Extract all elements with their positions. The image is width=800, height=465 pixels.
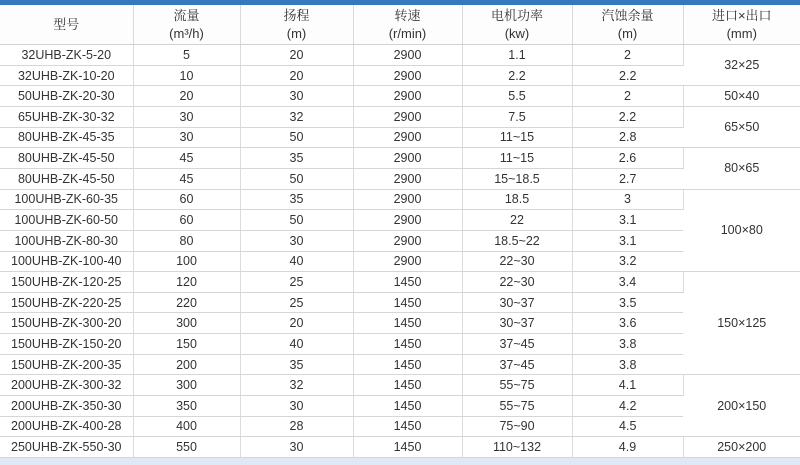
head-cell: 35 <box>240 189 353 210</box>
power-cell: 18.5 <box>462 189 572 210</box>
model-cell: 150UHB-ZK-300-20 <box>0 313 133 334</box>
inlet-outlet-cell: 100×80 <box>683 189 800 272</box>
power-cell: 37~45 <box>462 354 572 375</box>
speed-cell: 1450 <box>353 437 462 458</box>
speed-cell: 2900 <box>353 45 462 66</box>
column-header-5: 汽蚀余量 (m) <box>572 5 683 45</box>
inlet-outlet-cell: 250×200 <box>683 437 800 458</box>
inlet-outlet-cell: 80×65 <box>683 148 800 189</box>
head-cell: 50 <box>240 210 353 231</box>
flow-cell: 120 <box>133 272 240 293</box>
table-row <box>0 65 800 86</box>
power-cell: 55~75 <box>462 375 572 396</box>
table-row <box>0 395 800 416</box>
table-row <box>0 416 800 437</box>
npsh-cell: 3.8 <box>572 334 683 355</box>
flow-cell: 60 <box>133 189 240 210</box>
power-cell: 18.5~22 <box>462 230 572 251</box>
head-cell: 25 <box>240 292 353 313</box>
speed-cell: 2900 <box>353 168 462 189</box>
head-cell: 30 <box>240 86 353 107</box>
column-header-3: 转速 (r/min) <box>353 5 462 45</box>
speed-cell: 1450 <box>353 354 462 375</box>
column-header-1: 流量 (m³/h) <box>133 5 240 45</box>
head-cell: 40 <box>240 334 353 355</box>
power-cell: 55~75 <box>462 395 572 416</box>
power-cell: 30~37 <box>462 292 572 313</box>
npsh-cell: 4.5 <box>572 416 683 437</box>
power-cell: 110~132 <box>462 437 572 458</box>
column-header-unit: (m) <box>617 25 638 41</box>
model-cell: 200UHB-ZK-350-30 <box>0 395 133 416</box>
power-cell: 22~30 <box>462 251 572 272</box>
head-cell: 25 <box>240 272 353 293</box>
model-cell: 150UHB-ZK-120-25 <box>0 272 133 293</box>
table-row <box>0 272 800 293</box>
speed-cell: 1450 <box>353 334 462 355</box>
speed-cell: 1450 <box>353 416 462 437</box>
model-cell: 100UHB-ZK-60-35 <box>0 189 133 210</box>
model-cell: 200UHB-ZK-400-28 <box>0 416 133 437</box>
table-row <box>0 189 800 210</box>
column-header-unit: (m³/h) <box>169 25 204 41</box>
npsh-cell: 2 <box>572 45 683 66</box>
npsh-cell: 3.5 <box>572 292 683 313</box>
flow-cell: 150 <box>133 334 240 355</box>
speed-cell: 2900 <box>353 148 462 169</box>
speed-cell: 2900 <box>353 189 462 210</box>
table-row <box>0 292 800 313</box>
flow-cell: 220 <box>133 292 240 313</box>
power-cell: 1.1 <box>462 45 572 66</box>
power-cell: 2.2 <box>462 65 572 86</box>
inlet-outlet-cell: 50×40 <box>683 86 800 107</box>
speed-cell: 1450 <box>353 395 462 416</box>
table-row <box>0 168 800 189</box>
power-cell: 30~37 <box>462 313 572 334</box>
head-cell: 35 <box>240 148 353 169</box>
head-cell: 28 <box>240 416 353 437</box>
head-cell: 30 <box>240 230 353 251</box>
npsh-cell: 2.2 <box>572 65 683 86</box>
flow-cell: 30 <box>133 107 240 128</box>
table-row <box>0 45 800 66</box>
power-cell: 11~15 <box>462 127 572 148</box>
npsh-cell: 3.8 <box>572 354 683 375</box>
flow-cell: 60 <box>133 210 240 231</box>
column-header-4: 电机功率 (kw) <box>462 5 572 45</box>
flow-cell: 300 <box>133 313 240 334</box>
header-row <box>0 5 800 45</box>
speed-cell: 2900 <box>353 210 462 231</box>
npsh-cell: 3.1 <box>572 210 683 231</box>
speed-cell: 2900 <box>353 230 462 251</box>
head-cell: 40 <box>240 251 353 272</box>
speed-cell: 2900 <box>353 107 462 128</box>
head-cell: 32 <box>240 375 353 396</box>
speed-cell: 1450 <box>353 375 462 396</box>
inlet-outlet-cell: 150×125 <box>683 272 800 375</box>
inlet-outlet-cell: 200×150 <box>683 375 800 437</box>
head-cell: 50 <box>240 168 353 189</box>
flow-cell: 400 <box>133 416 240 437</box>
model-cell: 80UHB-ZK-45-50 <box>0 168 133 189</box>
speed-cell: 2900 <box>353 86 462 107</box>
head-cell: 30 <box>240 395 353 416</box>
speed-cell: 2900 <box>353 127 462 148</box>
column-header-2: 扬程 (m) <box>240 5 353 45</box>
model-cell: 32UHB-ZK-5-20 <box>0 45 133 66</box>
power-cell: 75~90 <box>462 416 572 437</box>
npsh-cell: 2.6 <box>572 148 683 169</box>
flow-cell: 550 <box>133 437 240 458</box>
flow-cell: 45 <box>133 168 240 189</box>
npsh-cell: 4.2 <box>572 395 683 416</box>
table-row <box>0 354 800 375</box>
head-cell: 35 <box>240 354 353 375</box>
head-cell: 30 <box>240 437 353 458</box>
flow-cell: 100 <box>133 251 240 272</box>
head-cell: 20 <box>240 65 353 86</box>
table-row <box>0 313 800 334</box>
flow-cell: 45 <box>133 148 240 169</box>
npsh-cell: 2.2 <box>572 107 683 128</box>
speed-cell: 1450 <box>353 292 462 313</box>
flow-cell: 30 <box>133 127 240 148</box>
model-cell: 80UHB-ZK-45-35 <box>0 127 133 148</box>
model-cell: 150UHB-ZK-200-35 <box>0 354 133 375</box>
npsh-cell: 2.8 <box>572 127 683 148</box>
pump-spec-table <box>0 5 800 458</box>
power-cell: 22 <box>462 210 572 231</box>
power-cell: 11~15 <box>462 148 572 169</box>
power-cell: 37~45 <box>462 334 572 355</box>
speed-cell: 1450 <box>353 313 462 334</box>
table-row <box>0 334 800 355</box>
table-row <box>0 230 800 251</box>
inlet-outlet-cell: 32×25 <box>683 45 800 86</box>
power-cell: 5.5 <box>462 86 572 107</box>
bottom-strip <box>0 458 800 465</box>
speed-cell: 1450 <box>353 272 462 293</box>
flow-cell: 20 <box>133 86 240 107</box>
power-cell: 15~18.5 <box>462 168 572 189</box>
model-cell: 150UHB-ZK-220-25 <box>0 292 133 313</box>
model-cell: 32UHB-ZK-10-20 <box>0 65 133 86</box>
flow-cell: 10 <box>133 65 240 86</box>
table-row <box>0 210 800 231</box>
npsh-cell: 2 <box>572 86 683 107</box>
npsh-cell: 3 <box>572 189 683 210</box>
npsh-cell: 3.6 <box>572 313 683 334</box>
power-cell: 7.5 <box>462 107 572 128</box>
column-header-unit: (kw) <box>504 25 530 41</box>
speed-cell: 2900 <box>353 65 462 86</box>
speed-cell: 2900 <box>353 251 462 272</box>
head-cell: 20 <box>240 313 353 334</box>
flow-cell: 200 <box>133 354 240 375</box>
column-header-unit: (mm) <box>726 25 757 41</box>
inlet-outlet-cell: 65×50 <box>683 107 800 148</box>
npsh-cell: 4.9 <box>572 437 683 458</box>
table-body <box>0 45 800 458</box>
model-cell: 65UHB-ZK-30-32 <box>0 107 133 128</box>
table-row <box>0 148 800 169</box>
model-cell: 100UHB-ZK-80-30 <box>0 230 133 251</box>
model-cell: 100UHB-ZK-60-50 <box>0 210 133 231</box>
table-row <box>0 251 800 272</box>
column-header-0: 型号 <box>0 5 133 45</box>
table-row <box>0 375 800 396</box>
table-row <box>0 437 800 458</box>
npsh-cell: 4.1 <box>572 375 683 396</box>
column-header-unit: (r/min) <box>388 25 427 41</box>
column-header-unit: (m) <box>286 25 307 41</box>
table-row <box>0 86 800 107</box>
power-cell: 22~30 <box>462 272 572 293</box>
model-cell: 80UHB-ZK-45-50 <box>0 148 133 169</box>
column-header-6: 进口×出口 (mm) <box>683 5 800 45</box>
head-cell: 50 <box>240 127 353 148</box>
model-cell: 200UHB-ZK-300-32 <box>0 375 133 396</box>
npsh-cell: 3.1 <box>572 230 683 251</box>
flow-cell: 5 <box>133 45 240 66</box>
model-cell: 150UHB-ZK-150-20 <box>0 334 133 355</box>
flow-cell: 80 <box>133 230 240 251</box>
model-cell: 250UHB-ZK-550-30 <box>0 437 133 458</box>
table-header <box>0 5 800 45</box>
npsh-cell: 3.4 <box>572 272 683 293</box>
head-cell: 32 <box>240 107 353 128</box>
table-row <box>0 107 800 128</box>
model-cell: 100UHB-ZK-100-40 <box>0 251 133 272</box>
model-cell: 50UHB-ZK-20-30 <box>0 86 133 107</box>
flow-cell: 300 <box>133 375 240 396</box>
npsh-cell: 2.7 <box>572 168 683 189</box>
table-row <box>0 127 800 148</box>
flow-cell: 350 <box>133 395 240 416</box>
npsh-cell: 3.2 <box>572 251 683 272</box>
head-cell: 20 <box>240 45 353 66</box>
